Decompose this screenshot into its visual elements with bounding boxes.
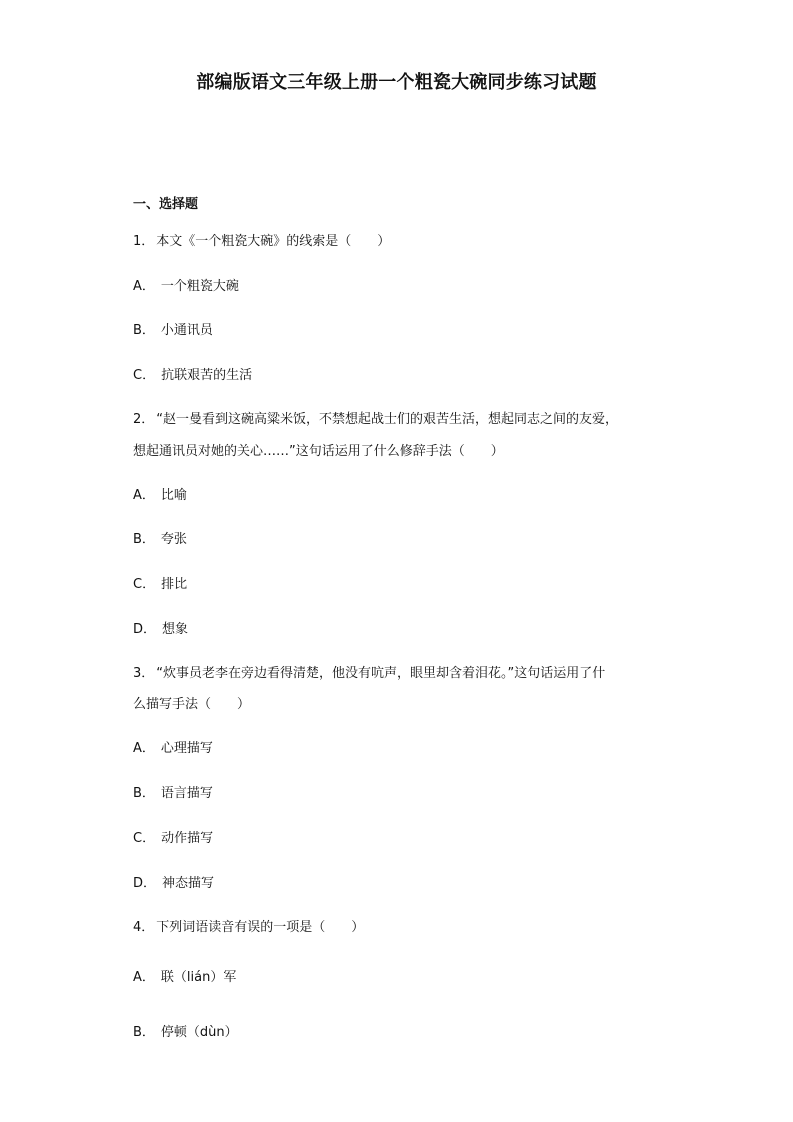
question-2-option-c [133,576,187,594]
question-1-option-a [133,278,239,296]
option-letter: D． [133,622,157,637]
question-number: 1． [133,234,155,249]
question-text: “炊事员老李在旁边看得清楚，他没有吭声，眼里却含着泪花。”这句话运用了什 [156,666,606,681]
option-text: 排比 [161,577,188,592]
question-4-option-b [133,1024,238,1042]
option-text: 停顿（dùn） [160,1025,238,1040]
option-text: 联（lián）军 [160,970,237,985]
question-3-option-d [133,875,214,893]
option-text: 动作描写 [161,831,214,846]
option-letter: B． [133,323,155,338]
question-2-stem [133,411,618,429]
option-text: 神态描写 [162,876,215,891]
option-letter: B． [133,1025,155,1040]
option-letter: B． [133,786,155,801]
option-text: 想象 [162,622,189,637]
question-4-stem [133,919,364,937]
question-3-option-c [133,830,213,848]
option-text: 语言描写 [160,786,213,801]
option-letter: A． [133,970,155,985]
question-text: 本文《一个粗瓷大碗》的线索是（ ） [156,234,391,249]
document-title: 部编版语文三年级上册一个粗瓷大碗同步练习试题 [196,72,597,93]
question-1-option-c [133,367,252,385]
question-2-option-d [133,621,188,639]
question-3-stem-cont: 么描写手法（ ） [133,697,251,712]
option-text: 心理描写 [160,741,213,756]
question-2-option-a [133,487,187,505]
option-text: 夸张 [160,532,187,547]
question-number: 4． [133,920,155,935]
option-letter: A． [133,741,155,756]
section-heading: 一、选择题 [133,197,199,212]
question-3-stem [133,665,605,683]
option-text: 抗联艰苦的生活 [161,368,253,383]
question-text: 下列词语读音有误的一项是（ ） [156,920,365,935]
question-text: “赵一曼看到这碗高粱米饭，不禁想起战士们的艰苦生活，想起同志之间的友爱， [156,412,619,427]
question-2-option-b [133,531,187,549]
option-letter: C． [133,831,156,846]
option-letter: C． [133,577,156,592]
question-3-option-a [133,740,213,758]
option-text: 一个粗瓷大碗 [160,279,239,294]
question-number: 3． [133,666,155,681]
option-letter: A． [133,279,155,294]
question-1-option-b [133,322,213,340]
option-letter: C． [133,368,156,383]
question-1-stem [133,233,390,251]
option-letter: B． [133,532,155,547]
option-letter: D． [133,876,157,891]
question-number: 2． [133,412,155,427]
option-text: 小通讯员 [160,323,213,338]
question-4-option-a [133,969,236,987]
option-text: 比喻 [160,488,187,503]
option-letter: A． [133,488,155,503]
question-3-option-b [133,785,213,803]
question-2-stem-cont: 想起通讯员对她的关心……”这句话运用了什么修辞手法（ ） [133,444,504,459]
